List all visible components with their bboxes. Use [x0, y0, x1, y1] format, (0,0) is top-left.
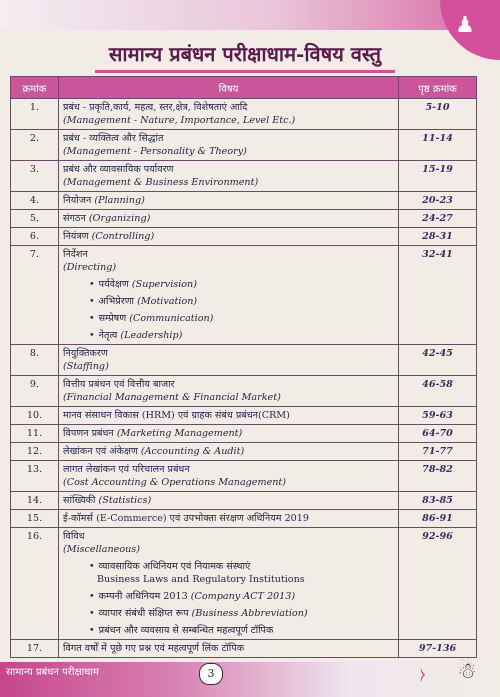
row-subject	[59, 492, 399, 510]
sub-topic-hindi: व्यावसायिक अधिनियम एवं नियामक संस्थाएं	[98, 561, 251, 572]
table-row	[11, 161, 477, 192]
row-pages: 46-58	[399, 376, 477, 407]
footer-title: सामान्य प्रबंधन परीक्षाधाम	[6, 667, 99, 678]
sub-topic-english: (Communication)	[129, 313, 214, 324]
table-row	[11, 130, 477, 161]
table-row	[11, 99, 477, 130]
row-subject	[59, 376, 399, 407]
subject-hindi: संगठन	[63, 213, 86, 224]
table-row	[11, 640, 477, 658]
row-pages: 24-27	[399, 210, 477, 228]
table-row	[11, 228, 477, 246]
subject-english: (Management & Business Environment)	[63, 177, 259, 188]
sub-topic-hindi: सम्प्रेषण	[98, 313, 127, 324]
table-row	[11, 246, 477, 345]
sub-topic	[63, 329, 394, 342]
subject-hindi: प्रबंध - व्यक्तित्व और सिद्धांत	[63, 133, 164, 144]
table-row	[11, 210, 477, 228]
row-serial: 14.	[11, 492, 59, 510]
row-subject	[59, 210, 399, 228]
row-pages: 83-85	[399, 492, 477, 510]
row-pages: 97-136	[399, 640, 477, 658]
row-subject	[59, 425, 399, 443]
subject-hindi: नियंत्रण	[63, 231, 89, 242]
row-pages: 42-45	[399, 345, 477, 376]
row-pages: 11-14	[399, 130, 477, 161]
row-pages: 32-41	[399, 246, 477, 345]
sub-topic-hindi: नेतृत्व	[98, 330, 118, 341]
subject-english: (Planning)	[94, 195, 145, 206]
subject-english: (Organizing)	[88, 213, 151, 224]
sub-topic-hindi: प्रबंधन और व्यवसाय से सम्बन्धित महत्वपूर्ण टॉपिक	[98, 625, 274, 636]
row-subject	[59, 528, 399, 640]
subject-english: (Statistics)	[98, 495, 152, 506]
row-serial: 12.	[11, 443, 59, 461]
subject-english: (Staffing)	[63, 361, 109, 372]
subject-english: (Management - Nature, Importance, Level Etc.)	[63, 115, 296, 126]
sub-topic	[63, 295, 394, 308]
table-row	[11, 510, 477, 528]
sub-topic	[63, 312, 394, 325]
subject-hindi: प्रबंध - प्रकृति,कार्य, महत्व, स्तर,क्षेत्र, विशेषताएं आदि	[63, 102, 248, 113]
row-subject	[59, 443, 399, 461]
row-subject	[59, 228, 399, 246]
sub-topic	[63, 590, 394, 603]
subject-english: (Management - Personality & Theory)	[63, 146, 247, 157]
row-serial: 16.	[11, 528, 59, 640]
subject-hindi: नियोजन	[63, 195, 92, 206]
subject-hindi: लागत लेखांकन एवं परिचालन प्रबंधन	[63, 464, 190, 475]
sub-topic	[63, 560, 394, 573]
contents-table	[10, 76, 477, 658]
header-band	[0, 0, 500, 30]
row-subject	[59, 192, 399, 210]
row-subject	[59, 246, 399, 345]
reader-figure-icon: ♟	[455, 13, 475, 38]
table-row	[11, 461, 477, 492]
table-header-row	[11, 77, 477, 99]
row-serial: 5.	[11, 210, 59, 228]
table-row	[11, 192, 477, 210]
row-serial: 15.	[11, 510, 59, 528]
subject-hindi: प्रबंध और व्यावसायिक पर्यावरण	[63, 164, 174, 175]
person-figure-icon: ☃	[457, 659, 477, 684]
row-pages: 20-23	[399, 192, 477, 210]
subject-hindi: वित्तीय प्रबंधन एवं वित्तीय बाजार	[63, 379, 175, 390]
row-subject	[59, 99, 399, 130]
row-serial: 2.	[11, 130, 59, 161]
row-serial: 9.	[11, 376, 59, 407]
row-subject	[59, 130, 399, 161]
table-row	[11, 345, 477, 376]
table-row	[11, 425, 477, 443]
sub-topic-english: (Company ACT 2013)	[190, 591, 296, 602]
sub-topic	[63, 624, 394, 637]
row-pages: 59-63	[399, 407, 477, 425]
subject-hindi: मानव संसाधन विकास (HRM) एवं ग्राहक संबंध प्रबंधन(CRM)	[63, 410, 290, 421]
sub-topic-english: Business Laws and Regulatory Institutions	[97, 574, 305, 585]
table-row	[11, 407, 477, 425]
table-row	[11, 443, 477, 461]
row-pages: 15-19	[399, 161, 477, 192]
row-pages: 92-96	[399, 528, 477, 640]
sub-topic-english: (Leadership)	[120, 330, 183, 341]
table-row	[11, 528, 477, 640]
subject-hindi: लेखांकन एवं अंकेक्षण	[63, 446, 138, 457]
row-pages: 71-77	[399, 443, 477, 461]
row-subject	[59, 407, 399, 425]
row-pages: 86-91	[399, 510, 477, 528]
sub-topic	[63, 278, 394, 291]
subject-hindi: नियुक्तिकरण	[63, 348, 108, 359]
subject-english: (Controlling)	[91, 231, 155, 242]
row-serial: 7.	[11, 246, 59, 345]
row-subject	[59, 161, 399, 192]
sub-topic-english: (Business Abbreviation)	[191, 608, 308, 619]
subject-hindi: विगत वर्षों में पूछे गए प्रश्न एवं महत्वपूर्ण लिंक टॉपिक	[63, 643, 245, 654]
sub-topic-hindi: व्यापार संबंधी संक्षिप्त रूप	[98, 608, 189, 619]
table-row	[11, 376, 477, 407]
sub-topic-english: (Motivation)	[137, 296, 198, 307]
row-serial: 4.	[11, 192, 59, 210]
subject-english: (Financial Management & Financial Market)	[63, 392, 281, 403]
subject-hindi: विविध	[63, 531, 85, 542]
sub-topic-english: (Supervision)	[131, 279, 197, 290]
header-pages: पृष्ठ क्रमांक	[399, 77, 477, 99]
row-serial: 17.	[11, 640, 59, 658]
subject-hindi: सांख्यिकी	[63, 495, 96, 506]
row-serial: 10.	[11, 407, 59, 425]
row-serial: 1.	[11, 99, 59, 130]
footer-arc-decoration: ⧽	[420, 664, 426, 683]
page-number: 3	[199, 663, 223, 685]
subject-english: (Accounting & Audit)	[140, 446, 245, 457]
row-serial: 6.	[11, 228, 59, 246]
row-serial: 8.	[11, 345, 59, 376]
row-serial: 3.	[11, 161, 59, 192]
subject-english: (Directing)	[63, 262, 117, 273]
row-subject	[59, 510, 399, 528]
subject-hindi: निर्देशन	[63, 249, 88, 260]
subject-english: (Cost Accounting & Operations Management)	[63, 477, 287, 488]
row-subject	[59, 461, 399, 492]
subject-hindi: ई-कॉमर्स (E-Commerce) एवं उपभोक्ता संरक्षण अधिनियम 2019	[63, 513, 309, 524]
row-subject	[59, 345, 399, 376]
row-pages: 28-31	[399, 228, 477, 246]
header-subject: विषय	[59, 77, 399, 99]
subject-english: (Miscellaneous)	[63, 544, 140, 555]
table-row	[11, 492, 477, 510]
row-pages: 64-70	[399, 425, 477, 443]
row-serial: 13.	[11, 461, 59, 492]
page-title: सामान्य प्रबंधन परीक्षाधाम-विषय वस्तु	[108, 42, 382, 66]
sub-topic-hindi: कम्पनी अधिनियम 2013	[98, 591, 188, 602]
header-serial: क्रमांक	[11, 77, 59, 99]
sub-topic-hindi: अभिप्रेरणा	[98, 296, 135, 307]
sub-topic	[63, 607, 394, 620]
row-pages: 5-10	[399, 99, 477, 130]
row-subject	[59, 640, 399, 658]
row-serial: 11.	[11, 425, 59, 443]
sub-topic-hindi: पर्यवेक्षण	[98, 279, 129, 290]
subject-english: (Marketing Management)	[116, 428, 243, 439]
title-underline	[95, 70, 395, 73]
row-pages: 78-82	[399, 461, 477, 492]
subject-hindi: विपणन प्रबंधन	[63, 428, 114, 439]
